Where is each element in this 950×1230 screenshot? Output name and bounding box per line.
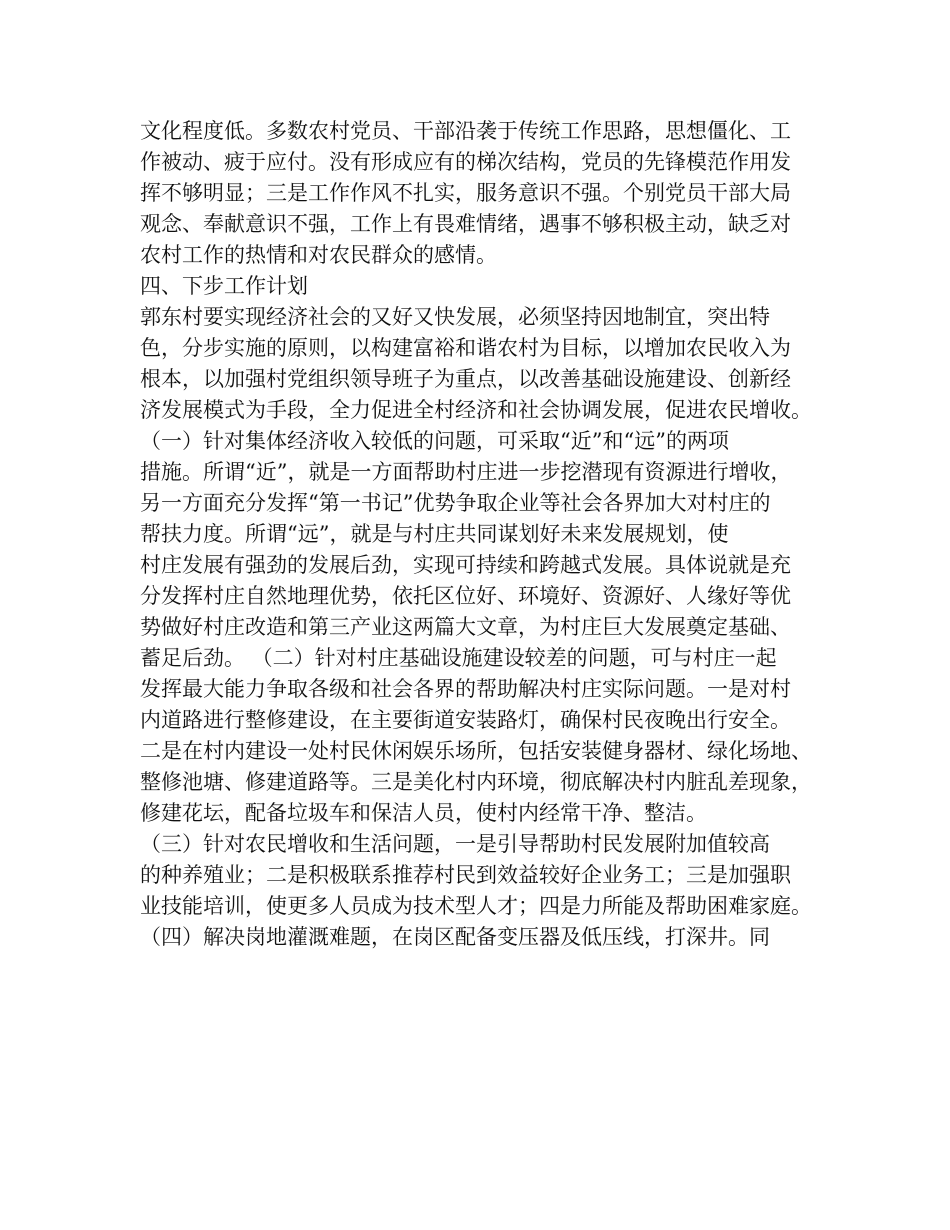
text-line: 根本，以加强村党组织领导班子为重点，以改善基础设施建设、创新经 (140, 367, 791, 391)
text-line: 分发挥村庄自然地理优势，依托区位好、环境好、资源好、人缘好等优 (140, 584, 791, 608)
text-line: 村庄发展有强劲的发展后劲，实现可持续和跨越式发展。具体说就是充 (140, 553, 791, 577)
text-line: 色，分步实施的原则，以构建富裕和谐农村为目标，以增加农民收入为 (140, 336, 791, 360)
text-line: 措施。所谓“近”，就是一方面帮助村庄进一步挖潜现有资源进行增收， (140, 460, 792, 484)
text-line: 蓄足后劲。 （二）针对村庄基础设施建设较差的问题，可与村庄一起 (140, 646, 777, 670)
text-line: 农村工作的热情和对农民群众的感情。 (140, 243, 497, 267)
text-line: 修建花坛，配备垃圾车和保洁人员，使村内经常干净、整洁。 (140, 801, 707, 825)
text-line: 发挥最大能力争取各级和社会各界的帮助解决村庄实际问题。一是对村 (140, 677, 791, 701)
text-line: 文化程度低。多数农村党员、干部沿袭于传统工作思路，思想僵化、工 (140, 119, 791, 143)
body-text (140, 116, 820, 953)
text-line: 郭东村要实现经济社会的又好又快发展，必须坚持因地制宜，突出特 (140, 305, 770, 329)
text-line: 另一方面充分发挥“第一书记”优势争取企业等社会各界加大对村庄的 (140, 491, 771, 515)
text-line: 二是在村内建设一处村民休闲娱乐场所，包括安装健身器材、绿化场地、 (140, 739, 812, 763)
text-line: 内道路进行整修建设，在主要街道安装路灯，确保村民夜晚出行安全。 (140, 708, 791, 732)
text-line: 挥不够明显；三是工作作风不扎实，服务意识不强。个别党员干部大局 (140, 181, 791, 205)
text-line: 的种养殖业；二是积极联系推荐村民到效益较好企业务工；三是加强职 (140, 863, 791, 887)
text-line: 业技能培训，使更多人员成为技术型人才；四是力所能及帮助困难家庭。 (140, 894, 812, 918)
text-line: （三）针对农民增收和生活问题，一是引导帮助村民发展附加值较高 (140, 832, 770, 856)
section-heading: 四、下步工作计划 (140, 274, 308, 298)
text-line: 作被动、疲于应付。没有形成应有的梯次结构，党员的先锋模范作用发 (140, 150, 791, 174)
text-line: （一）针对集体经济收入较低的问题，可采取“近”和“远”的两项 (140, 429, 729, 453)
text-line: 整修池塘、修建道路等。三是美化村内环境，彻底解决村内脏乱差现象， (140, 770, 812, 794)
text-line: （四）解决岗地灌溉难题，在岗区配备变压器及低压线，打深井。同 (140, 925, 770, 949)
text-line: 势做好村庄改造和第三产业这两篇大文章，为村庄巨大发展奠定基础、 (140, 615, 791, 639)
text-line: 观念、奉献意识不强，工作上有畏难情绪，遇事不够积极主动，缺乏对 (140, 212, 791, 236)
text-line: 帮扶力度。所谓“远”，就是与村庄共同谋划好未来发展规划，使 (140, 522, 729, 546)
text-line: 济发展模式为手段，全力促进全村经济和社会协调发展，促进农民增收。 (140, 398, 812, 422)
